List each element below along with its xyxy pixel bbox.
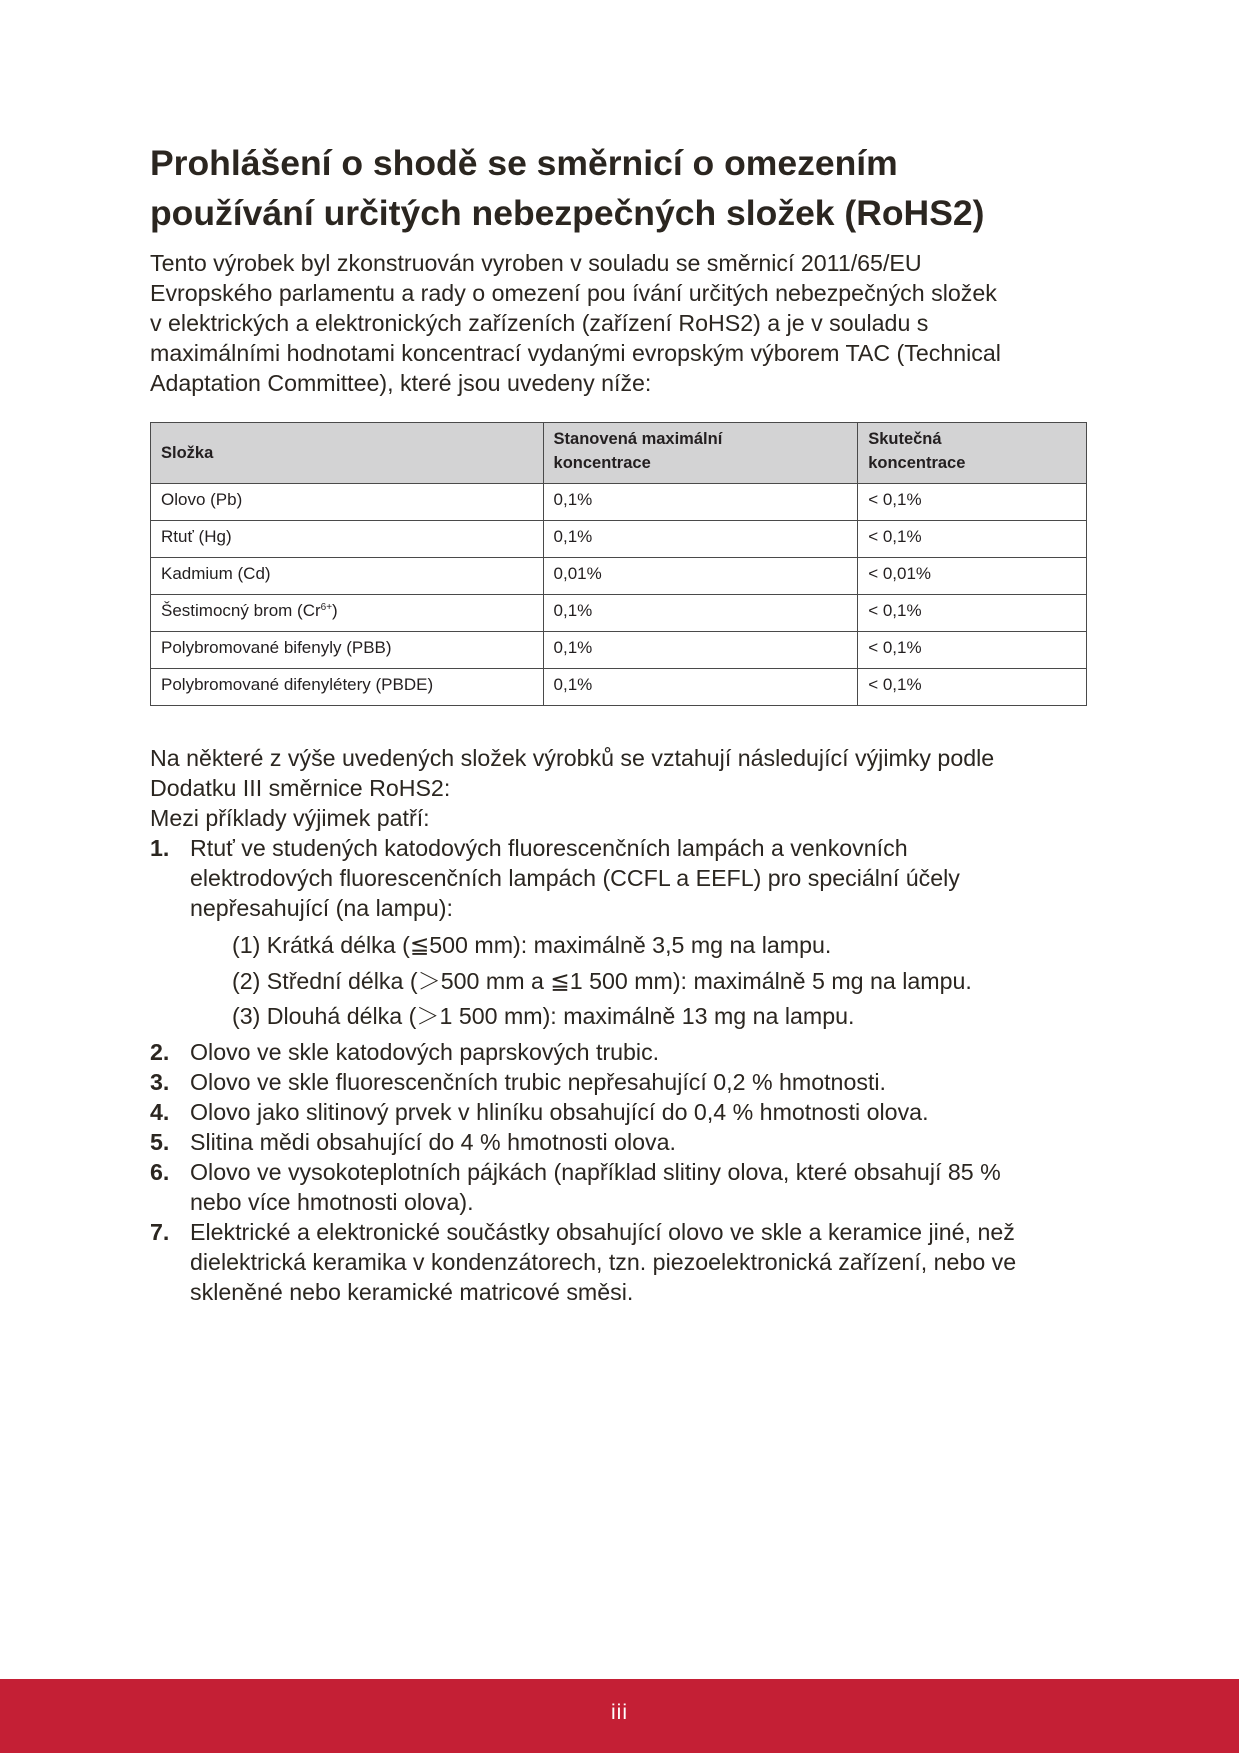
item-text: Olovo ve vysokoteplotních pájkách (například slitiny olova, které obsahují 85 % <box>190 1158 1001 1185</box>
subitem-text: (1) Krátká délka (≦500 mm): maximálně 3,5 mg na lampu. <box>232 932 832 958</box>
item-number: 6. <box>150 1158 170 1185</box>
table-row <box>151 669 1087 706</box>
item-number: 2. <box>150 1038 170 1065</box>
exemptions-intro-line: Dodatku III směrnice RoHS2: <box>150 775 451 801</box>
table-row <box>151 558 1087 595</box>
superscript: 6+ <box>320 602 333 613</box>
exemption-subitems <box>190 928 1110 1035</box>
substance-name-end: ) <box>332 601 338 620</box>
item-text: Rtuť ve studených katodových fluorescenčních lampách a venkovních <box>190 835 908 861</box>
exemption-item <box>150 1097 1110 1127</box>
cell-actual: < 0,1% <box>858 669 1087 706</box>
exemption-item <box>150 1127 1110 1157</box>
intro-line: Evropského parlamentu a rady o omezení pou ívání určitých nebezpečných složek <box>150 280 997 306</box>
page-title <box>150 138 1110 238</box>
subitem-text: (2) Střední délka (＞500 mm a ≦1 500 mm): maximálně 5 mg na lampu. <box>232 967 972 994</box>
header-text: koncentrace <box>868 454 966 472</box>
intro-line: v elektrických a elektronických zařízeních (zařízení RoHS2) a je v souladu s <box>150 310 929 336</box>
cell-max: 0,01% <box>543 558 858 595</box>
exemptions-intro-line: Mezi příklady výjimek patří: <box>150 805 430 831</box>
exemption-item <box>150 1157 1110 1217</box>
item-number: 3. <box>150 1068 170 1095</box>
header-actual-concentration <box>858 423 1087 484</box>
cell-max: 0,1% <box>543 595 858 632</box>
cell-max: 0,1% <box>543 484 858 521</box>
table-header-row <box>151 423 1087 484</box>
title-line-1: Prohlášení o shodě se směrnicí o omezením <box>150 143 898 183</box>
item-text: elektrodových fluorescenčních lampách (CCFL a EEFL) pro speciální účely <box>190 865 960 891</box>
item-text: nebo více hmotnosti olova). <box>190 1188 474 1215</box>
cell-substance: Polybromované bifenyly (PBB) <box>151 632 544 669</box>
exemption-item <box>150 1217 1110 1307</box>
subitem-text: (3) Dlouhá délka (＞1 500 mm): maximálně 13 mg na lampu. <box>232 1003 855 1029</box>
cell-actual: < 0,1% <box>858 484 1087 521</box>
cell-max: 0,1% <box>543 632 858 669</box>
item-number: 4. <box>150 1098 170 1125</box>
item-number: 1. <box>150 835 170 861</box>
item-text: Olovo ve skle katodových paprskových trubic. <box>190 1038 660 1065</box>
cell-actual: < 0,1% <box>858 521 1087 558</box>
cell-actual: < 0,01% <box>858 558 1087 595</box>
exemptions-section <box>150 743 1110 1307</box>
substance-name: Šestimocný brom (Cr <box>161 601 321 620</box>
title-line-2: používání určitých nebezpečných složek (RoHS2) <box>150 193 985 233</box>
cell-substance <box>151 595 544 632</box>
footer-bar <box>0 1679 1239 1753</box>
intro-line: Adaptation Committee), které jsou uvedeny níže: <box>150 370 652 396</box>
exemption-item <box>150 1067 1110 1097</box>
item-number: 7. <box>150 1218 170 1245</box>
cell-actual: < 0,1% <box>858 632 1087 669</box>
cell-actual: < 0,1% <box>858 595 1087 632</box>
table-row <box>151 595 1087 632</box>
table-row <box>151 632 1087 669</box>
exemption-item <box>150 1037 1110 1067</box>
header-max-concentration <box>543 423 858 484</box>
exemptions-intro-line: Na některé z výše uvedených složek výrobků se vztahují následující výjimky podle <box>150 745 995 771</box>
header-text: Stanovená maximální <box>553 430 723 448</box>
item-number: 5. <box>150 1128 170 1155</box>
item-text: Olovo jako slitinový prvek v hliníku obsahující do 0,4 % hmotnosti olova. <box>190 1098 929 1125</box>
cell-substance: Olovo (Pb) <box>151 484 544 521</box>
header-substance: Složka <box>151 423 544 484</box>
item-text: skleněné nebo keramické matricové směsi. <box>190 1278 634 1305</box>
intro-paragraph <box>150 248 1110 398</box>
item-text: Slitina mědi obsahující do 4 % hmotnosti olova. <box>190 1128 676 1155</box>
item-text: Olovo ve skle fluorescenčních trubic nepřesahující 0,2 % hmotnosti. <box>190 1068 886 1095</box>
header-text: Skutečná <box>868 430 942 448</box>
page-number: iii <box>611 1701 628 1724</box>
item-text: dielektrická keramika v kondenzátorech, tzn. piezoelektronická zařízení, nebo ve <box>190 1248 1017 1275</box>
cell-max: 0,1% <box>543 669 858 706</box>
cell-substance: Rtuť (Hg) <box>151 521 544 558</box>
item-text: nepřesahující (na lampu): <box>190 895 453 921</box>
intro-line: maximálními hodnotami koncentrací vydanými evropským výborem TAC (Technical <box>150 340 1001 366</box>
cell-substance: Polybromované difenylétery (PBDE) <box>151 669 544 706</box>
cell-substance: Kadmium (Cd) <box>151 558 544 595</box>
exemption-item <box>150 833 1110 1035</box>
cell-max: 0,1% <box>543 521 858 558</box>
header-text: koncentrace <box>553 454 651 472</box>
substance-table <box>150 422 1087 706</box>
item-text: Elektrické a elektronické součástky obsahující olovo ve skle a keramice jiné, než <box>190 1218 1015 1245</box>
table-row <box>151 484 1087 521</box>
intro-line: Tento výrobek byl zkonstruován vyroben v souladu se směrnicí 2011/65/EU <box>150 250 922 276</box>
table-row <box>151 521 1087 558</box>
